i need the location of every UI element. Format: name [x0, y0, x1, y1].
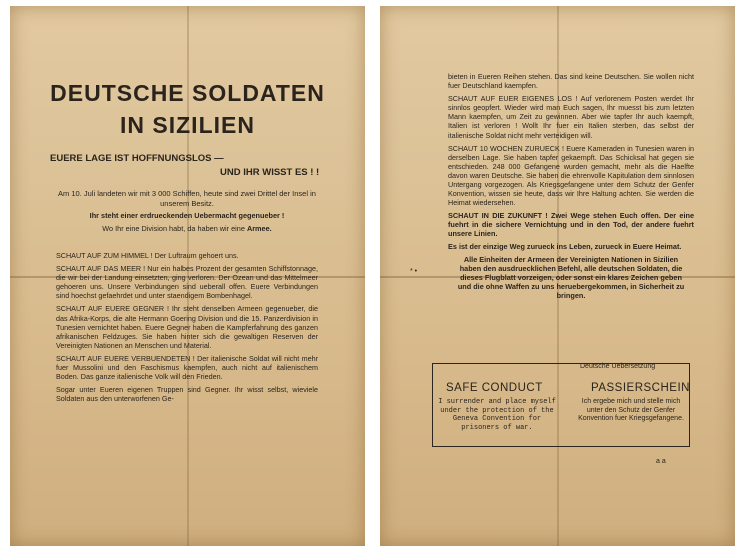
- left-body: [56, 251, 318, 407]
- passierschein-heading: PASSIERSCHEIN: [591, 382, 690, 394]
- subtitle-lage: EUERE LAGE IST HOFFNUNGSLOS —: [50, 153, 224, 164]
- paragraph-wochen: SCHAUT 10 WOCHEN ZURUECK ! Euere Kameraden in Tunesien waren in derselben Lage. Sie haben tapfer gekaempft. Das Schicksal hat gegen sie entschieden. 248 000 Gefangene wurden gemacht, mehr als die Haelfte davon waren Deutsche. Sie haben die ehrenvolle Kapitulation dem sinnlosen Untergang vorgezogen. Als Kriegsgefangene unter dem Schutz der Genfer Konvention, wissen sie heute, dass wir Ihre Haltung achten. Sie werden die Heimat wiedersehen.: [448, 143, 694, 208]
- armee-line-text: Wo Ihr eine Division habt, da haben wir eine: [102, 223, 247, 233]
- safe-conduct-heading: SAFE CONDUCT: [446, 382, 543, 394]
- paragraph-top: bieten in Eueren Reihen stehen. Das sind keine Deutschen. Sie wollen nicht fuer Deutschland kaempfen.: [448, 72, 694, 91]
- paragraph-meer: SCHAUT AUF DAS MEER ! Nur ein halbes Prozent der gesamten Schiffstonnage, die wir bei der Landung einsetzten, ging verloren. Der Ozean und das Mittelmeer gehoeren uns. Unsere Verbindungen sind ueberall offen. Euere Verbindungen sind hoechst gefaehrdet und unter staendigem Bombenhagel.: [56, 264, 318, 301]
- paragraph-gegner: SCHAUT AUF EUERE GEGNER ! Ihr steht denselben Armeen gegenueber, die das Afrika-Korps, die alte Hermann Goering Division und die 15. Panzerdivision in Tunesien vernichtet haben. Euere Gegner haben die Kampferfahrung des ganzen afrikanischen Feldzuges. Sie haben hinter sich die gewaltigen Reserven der Vereinigten Nationen an Menschen und Material.: [56, 304, 318, 350]
- subtitle-wisst: UND IHR WISST ES ! !: [220, 167, 320, 178]
- uebermacht-line: Ihr steht einer erdrueckenden Uebermacht gegenueber !: [89, 211, 285, 220]
- paragraph-los: SCHAUT AUF EUER EIGENES LOS ! Auf verlorenem Posten werdet Ihr sinnlos geopfert. Wieder wird man Euch sagen, Ihr muesst bis zum letzten Mann kaempfen, um Zeit zu gewinnen. Aber wie tapfer Ihr auch kaempft, Italien ist verloren ! Wollt Ihr fuer ein Italien sterben, das selbst der italienische Soldat nicht mehr verteidigen will.: [448, 94, 694, 140]
- paragraph-alle: Alle Einheiten der Armeen der Vereinigten Nationen in Sizilien haben den ausdruecklichen Befehl, alle deutschen Soldaten, die dieses Flugblatt vorzeigen, oder sonst ein klares Zeichen geben und die ohne Waffen zu uns heruebergekommen, in Sicherheit zu bringen.: [457, 255, 685, 301]
- right-body: [448, 72, 694, 300]
- paragraph-verbuendeten: SCHAUT AUF EUERE VERBUENDETEN ! Der italienische Soldat will nicht mehr fuer Mussolini und den Faschismus kaempfen, auch nicht auf italienischem Boden. Das ganze italienische Volk will den Frieden.: [56, 353, 318, 382]
- armee-word: Armee.: [246, 223, 272, 233]
- leaflet-back-page: [380, 6, 735, 546]
- translation-label: Deutsche Uebersetzung: [580, 363, 656, 370]
- paragraph-sogar: Sogar unter Eueren eigenen Truppen sind Gegner. Ihr wisst selbst, wieviele Soldaten aus den unterworfenen Ge-: [56, 385, 318, 404]
- english-surrender-text: I surrender and place myself under the protection of the Geneva Convention for prisoners of war.: [438, 398, 556, 432]
- paragraph-himmel: SCHAUT AUF ZUM HIMMEL ! Der Luftraum gehoert uns.: [56, 251, 239, 260]
- leaflet-front-page: [10, 6, 365, 546]
- armee-line: [56, 224, 318, 234]
- intro-text: Am 10. Juli landeten wir mit 3 000 Schiffen, heute sind zwei Drittel der Insel in unserem Besitz.: [58, 189, 316, 208]
- side-mark: * •: [410, 268, 418, 275]
- title-line-2: IN SIZILIEN: [120, 112, 255, 138]
- title-line-1: DEUTSCHE SOLDATEN: [50, 80, 325, 106]
- paragraph-zukunft: SCHAUT IN DIE ZUKUNFT ! Zwei Wege stehen Euch offen. Der eine fuehrt in die sichere Vernichtung und in den Tod, der andere fuehrt unsere Linien.: [448, 211, 694, 239]
- paragraph-weg: Es ist der einzige Weg zurueck ins Leben, zurueck in Euere Heimat.: [448, 242, 682, 252]
- intro-block: [56, 189, 318, 236]
- german-surrender-text: Ich ergebe mich und stelle mich unter den Schutz der Genfer Konvention fuer Kriegsgefangene.: [578, 398, 684, 422]
- bottom-mark: a a: [656, 458, 666, 465]
